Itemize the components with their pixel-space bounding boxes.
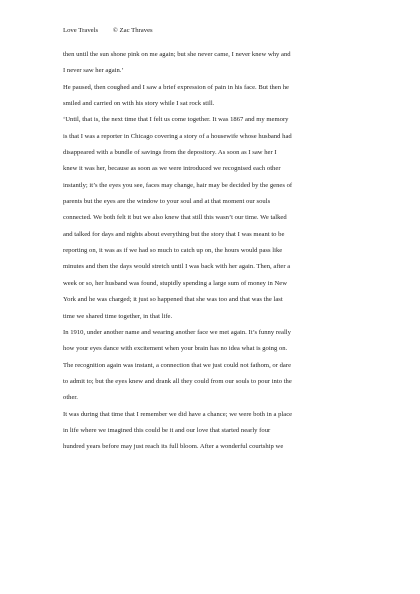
- text-line: parents but the eyes are the window to your soul and at that moment our souls: [63, 198, 271, 206]
- body-text: [63, 47, 365, 456]
- text-line: York and he was charged; it just so happened that she was too and that was the last: [63, 296, 283, 304]
- text-line: is that I was a reporter in Chicago covering a story of a housewife whose husband had: [63, 132, 292, 140]
- text-line: The recognition again was instant, a connection that we just could not fathom, or dare: [63, 361, 292, 369]
- text-line: time we shared time together, in that life.: [63, 312, 173, 320]
- text-line: week or so, her husband was found, stupidly spending a large sum of money in New: [63, 279, 287, 287]
- text-line: in life where we imagined this could be it and our love that started nearly four: [63, 426, 271, 434]
- text-line: reporting on, it was as if we had so much to catch up on, the hours would pass like: [63, 247, 283, 255]
- text-line: knew it was her, because as soon as we were introduced we recognised each other: [63, 165, 281, 173]
- text-line: and talked for days and nights about everything but the story that I was meant to be: [63, 230, 285, 238]
- text-line: connected. We both felt it but we also knew that still this wasn’t our time. We talked: [63, 214, 287, 222]
- text-line: I never saw her again.’: [63, 67, 124, 75]
- text-line: how your eyes dance with excitement when your brain has no idea what is going on.: [63, 345, 288, 353]
- author-credit: © Zac Thraves: [112, 27, 153, 34]
- text-line: then until the sun shone pink on me again; but she never came, I never knew why and: [63, 51, 291, 58]
- text-line: disappeared with a bundle of savings from the depository. As soon as I saw her I: [63, 149, 277, 157]
- text-line: to admit to; but the eyes knew and drank all they could from our souls to pour into the: [63, 377, 292, 385]
- text-line: hundred years before may just reach its full bloom. After a wonderful courtship we: [63, 443, 284, 451]
- text-line: ‘Until, that is, the next time that I felt us come together. It was 1867 and my memory: [63, 116, 289, 124]
- book-title: Love Travels: [63, 27, 99, 34]
- text-line: It was during that time that I remember we did have a chance; we were both in a place: [63, 410, 293, 418]
- text-line: minutes and then the days would stretch until I was back with her again. Then, after a: [63, 263, 291, 271]
- running-header: [63, 26, 153, 35]
- text-line: instantly; it’s the eyes you see, faces may change, hair may be decided by the genes of: [63, 181, 293, 189]
- text-line: In 1910, under another name and wearing another face we met again. It’s funny really: [63, 328, 291, 336]
- text-line: other.: [63, 394, 78, 402]
- text-line: He paused, then coughed and I saw a brief expression of pain in his face. But then he: [63, 83, 289, 91]
- text-line: smiled and carried on with his story while I sat rock still.: [63, 100, 215, 108]
